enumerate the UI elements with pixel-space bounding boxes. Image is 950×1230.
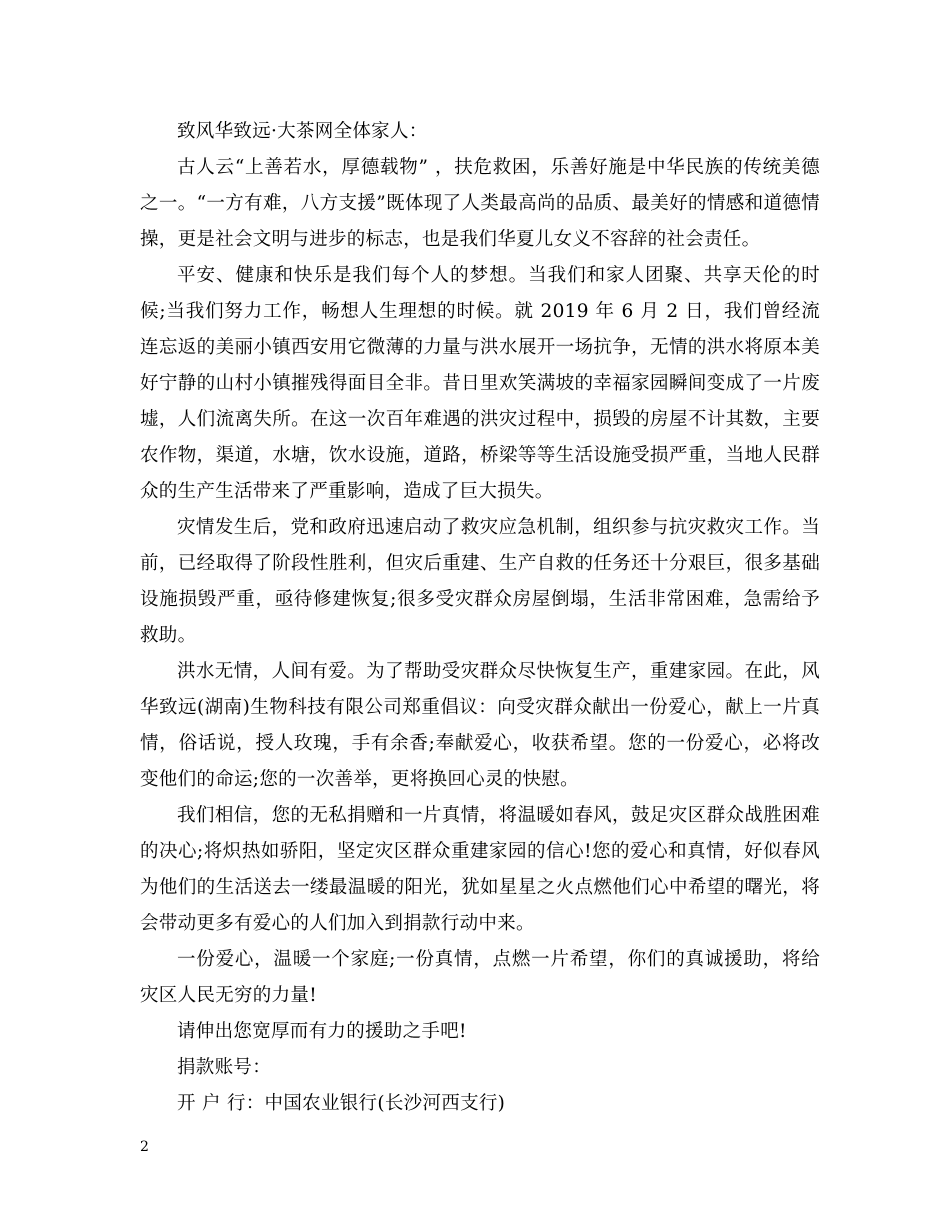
paragraph-love: 一份爱心，温暖一个家庭;一份真情，点燃一片希望，你们的真诚援助，将给灾区人民无穷的力量! <box>140 949 820 1006</box>
paragraph-flood: 平安、健康和快乐是我们每个人的梦想。当我们和家人团聚、共享天伦的时候;当我们努力工作，畅想人生理想的时候。就 2019 年 6 月 2 日，我们曾经流连忘返的美丽小镇西安用它微薄的力量与洪水展开一场抗争，无情的洪水将原本美好宁静的山村小镇摧残得面目全非。昔日里欢笑满坡的幸福家园瞬间变成了一片废墟，人们流离失所。在这一次百年难遇的洪灾过程中，损毁的房屋不计其数，主要农作物，渠道，水塘，饮水设施，道路，桥梁等等生活设施受损严重，当地人民群众的生产生活带来了严重影响，造成了巨大损失。 <box>140 265 820 502</box>
paragraph-call-to-action: 请伸出您宽厚而有力的援助之手吧! <box>177 1021 467 1042</box>
letter-body <box>140 114 820 1122</box>
bank-name-line: 开 户 行：中国农业银行(长沙河西支行) <box>177 1093 506 1114</box>
salutation: 致风华致远·大茶网全体家人： <box>177 121 428 142</box>
donation-account-label: 捐款账号： <box>177 1057 272 1078</box>
paragraph-tradition: 古人云“上善若水，厚德载物” ，扶危救困，乐善好施是中华民族的传统美德之一。“一方有难，八方支援”既体现了人类最高尚的品质、最美好的情感和道德情操，更是社会文明与进步的标志，也是我们华夏儿女义不容辞的社会责任。 <box>140 157 820 250</box>
page-number: 2 <box>140 1139 149 1155</box>
paragraph-belief: 我们相信，您的无私捐赠和一片真情，将温暖如春风，鼓足灾区群众战胜困难的决心;将炽热如骄阳，坚定灾区群众重建家园的信心!您的爱心和真情，好似春风为他们的生活送去一缕最温暖的阳光，犹如星星之火点燃他们心中希望的曙光，将会带动更多有爱心的人们加入到捐款行动中来。 <box>140 805 820 934</box>
paragraph-relief-work: 灾情发生后，党和政府迅速启动了救灾应急机制，组织参与抗灾救灾工作。当前，已经取得了阶段性胜利，但灾后重建、生产自救的任务还十分艰巨，很多基础设施损毁严重，亟待修建恢复;很多受灾群众房屋倒塌，生活非常困难，急需给予救助。 <box>140 517 820 646</box>
paragraph-appeal: 洪水无情，人间有爱。为了帮助受灾群众尽快恢复生产，重建家园。在此，风华致远(湖南)生物科技有限公司郑重倡议：向受灾群众献出一份爱心，献上一片真情，俗话说，授人玫瑰，手有余香;奉献爱心，收获希望。您的一份爱心，必将改变他们的命运;您的一次善举，更将换回心灵的快慰。 <box>140 661 820 790</box>
